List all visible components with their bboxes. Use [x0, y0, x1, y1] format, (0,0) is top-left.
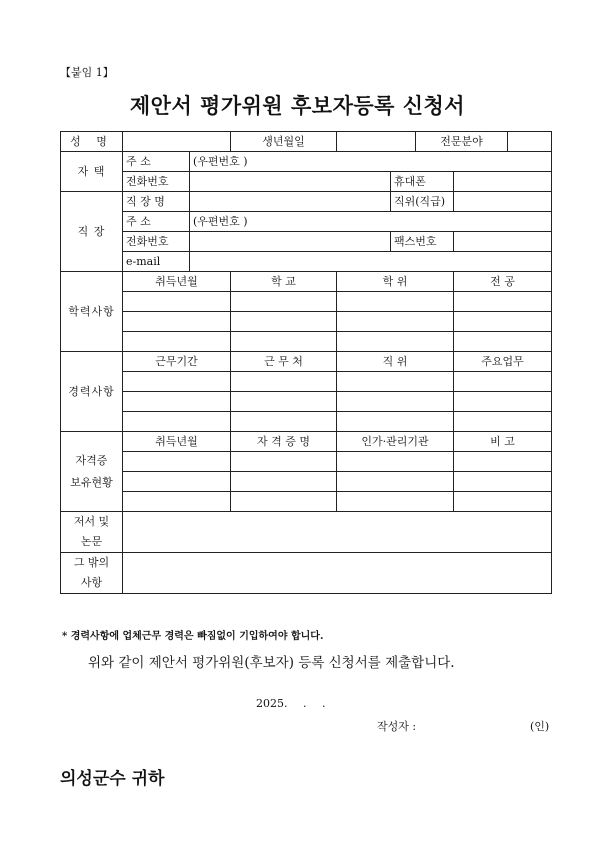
- attachment-label: 【붙임 1】: [60, 66, 114, 79]
- name-field[interactable]: [123, 132, 231, 152]
- career-cell[interactable]: [454, 372, 552, 392]
- company-field[interactable]: [190, 192, 391, 212]
- license-row: [61, 492, 552, 512]
- position-field[interactable]: [454, 192, 552, 212]
- position-label: 직위(직급): [391, 192, 454, 212]
- work-address-label: 주 소: [123, 212, 190, 232]
- writer-label: 작성자 :: [377, 720, 417, 733]
- email-field[interactable]: [190, 252, 552, 272]
- license-cell[interactable]: [337, 472, 454, 492]
- field-label: 전문분야: [416, 132, 508, 152]
- license-cell[interactable]: [231, 472, 337, 492]
- name-row: [61, 132, 552, 152]
- license-cell[interactable]: [231, 452, 337, 472]
- education-cell[interactable]: [454, 312, 552, 332]
- home-phone-label: 전화번호: [123, 172, 190, 192]
- others-label: [61, 553, 123, 594]
- license-header-remarks: 비 고: [454, 432, 552, 452]
- papers-field[interactable]: [123, 512, 552, 553]
- license-cell[interactable]: [123, 452, 231, 472]
- work-phone-label: 전화번호: [123, 232, 190, 252]
- work-section-label: 직 장: [61, 192, 123, 272]
- education-cell[interactable]: [337, 332, 454, 352]
- name-label: 성 명: [61, 132, 123, 152]
- career-row: [61, 392, 552, 412]
- license-header-name: 자 격 증 명: [231, 432, 337, 452]
- license-header-agency: 인가·관리기관: [337, 432, 454, 452]
- license-header-date: 취득년월: [123, 432, 231, 452]
- education-cell[interactable]: [231, 312, 337, 332]
- career-cell[interactable]: [123, 392, 231, 412]
- work-address-field[interactable]: (우편번호 ): [190, 212, 552, 232]
- education-cell[interactable]: [337, 292, 454, 312]
- fax-field[interactable]: [454, 232, 552, 252]
- home-phone-field[interactable]: [190, 172, 391, 192]
- home-address-field[interactable]: (우편번호 ): [190, 152, 552, 172]
- career-header-position: 직 위: [337, 352, 454, 372]
- license-section-label-line2: 보유현황: [70, 475, 113, 489]
- license-cell[interactable]: [337, 492, 454, 512]
- career-cell[interactable]: [231, 372, 337, 392]
- others-row: [61, 553, 552, 594]
- addressee: 의성군수 귀하: [60, 769, 165, 789]
- mobile-label: 휴대폰: [391, 172, 454, 192]
- career-section-label: 경력사항: [61, 352, 123, 432]
- work-email-row: [61, 252, 552, 272]
- education-header-row: [61, 272, 552, 292]
- career-row: [61, 412, 552, 432]
- career-cell[interactable]: [454, 392, 552, 412]
- license-cell[interactable]: [454, 472, 552, 492]
- page-title: 제안서 평가위원 후보자등록 신청서: [129, 93, 466, 118]
- field-value[interactable]: [508, 132, 552, 152]
- career-cell[interactable]: [123, 372, 231, 392]
- work-phone-field[interactable]: [190, 232, 391, 252]
- education-header-major: 전 공: [454, 272, 552, 292]
- home-address-label: 주 소: [123, 152, 190, 172]
- fax-label: 팩스번호: [391, 232, 454, 252]
- career-cell[interactable]: [337, 412, 454, 432]
- license-cell[interactable]: [123, 492, 231, 512]
- education-cell[interactable]: [231, 292, 337, 312]
- career-cell[interactable]: [231, 392, 337, 412]
- declaration-text: 위와 같이 제안서 평가위원(후보자) 등록 신청서를 제출합니다.: [88, 655, 455, 671]
- birth-label: 생년월일: [231, 132, 337, 152]
- education-cell[interactable]: [454, 332, 552, 352]
- papers-row: [61, 512, 552, 553]
- education-cell[interactable]: [337, 312, 454, 332]
- license-cell[interactable]: [337, 452, 454, 472]
- education-header-school: 학 교: [231, 272, 337, 292]
- career-row: [61, 372, 552, 392]
- papers-label-line2: 논문: [80, 535, 103, 548]
- education-header-date: 취득년월: [123, 272, 231, 292]
- education-row: [61, 312, 552, 332]
- home-address-row: [61, 152, 552, 172]
- education-cell[interactable]: [123, 312, 231, 332]
- birth-field[interactable]: [337, 132, 416, 152]
- career-cell[interactable]: [337, 392, 454, 412]
- seal-label: (인): [530, 720, 550, 733]
- education-cell[interactable]: [123, 332, 231, 352]
- education-row: [61, 332, 552, 352]
- papers-label: [61, 512, 123, 553]
- career-note: * 경력사항에 업체근무 경력은 빠짐없이 기입하여야 합니다.: [62, 631, 324, 642]
- career-cell[interactable]: [454, 412, 552, 432]
- career-header-duties: 주요업무: [454, 352, 552, 372]
- license-section-label: [61, 432, 123, 512]
- education-header-degree: 학 위: [337, 272, 454, 292]
- work-name-row: [61, 192, 552, 212]
- career-header-period: 근무기간: [123, 352, 231, 372]
- license-section-label-line1: 자격증: [75, 453, 108, 467]
- license-cell[interactable]: [454, 452, 552, 472]
- career-cell[interactable]: [337, 372, 454, 392]
- others-label-line2: 사항: [80, 576, 103, 589]
- home-phone-row: [61, 172, 552, 192]
- home-section-label: 자 택: [61, 152, 123, 192]
- mobile-field[interactable]: [454, 172, 552, 192]
- license-row: [61, 472, 552, 492]
- education-cell[interactable]: [454, 292, 552, 312]
- career-header-workplace: 근 무 처: [231, 352, 337, 372]
- license-header-row: [61, 432, 552, 452]
- license-cell[interactable]: [231, 492, 337, 512]
- others-field[interactable]: [123, 553, 552, 594]
- education-section-label: 학력사항: [61, 272, 123, 352]
- education-cell[interactable]: [231, 332, 337, 352]
- career-cell[interactable]: [123, 412, 231, 432]
- license-cell[interactable]: [123, 472, 231, 492]
- license-row: [61, 452, 552, 472]
- email-label: e-mail: [123, 252, 190, 272]
- career-header-row: [61, 352, 552, 372]
- work-phone-row: [61, 232, 552, 252]
- papers-label-line1: 저서 및: [73, 515, 110, 528]
- company-label: 직 장 명: [123, 192, 190, 212]
- date-line[interactable]: 2025. . .: [256, 697, 326, 710]
- application-form-table: [60, 131, 552, 594]
- education-cell[interactable]: [123, 292, 231, 312]
- career-cell[interactable]: [231, 412, 337, 432]
- education-row: [61, 292, 552, 312]
- work-address-row: [61, 212, 552, 232]
- others-label-line1: 그 밖의: [73, 556, 110, 569]
- license-cell[interactable]: [454, 492, 552, 512]
